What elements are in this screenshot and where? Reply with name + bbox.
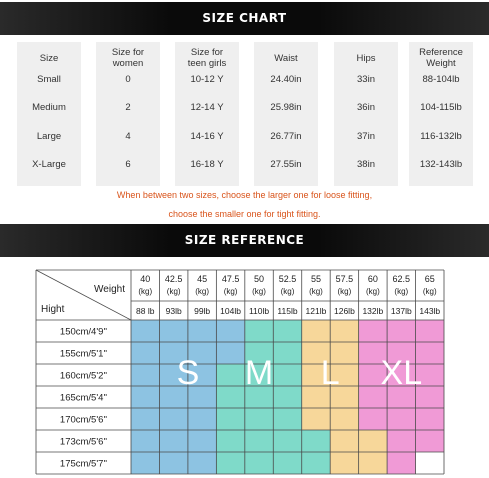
size-cell — [159, 452, 187, 474]
size-cell — [131, 342, 159, 364]
size-cell — [416, 430, 444, 452]
size-cell — [387, 452, 415, 474]
weight-kg-value: 42.5 — [164, 274, 183, 284]
weight-lb-value: 121lb — [305, 306, 327, 316]
corner-height-label: Hight — [41, 304, 65, 315]
size-chart-cell: 36in — [357, 102, 375, 113]
size-cell — [330, 430, 358, 452]
size-chart-cell: 4 — [125, 131, 131, 142]
size-cell — [159, 430, 187, 452]
size-chart-cell: 25.98in — [270, 102, 302, 113]
size-chart-cell: 16-18 Y — [190, 159, 224, 170]
size-cell — [131, 452, 159, 474]
weight-lb-value: 137lb — [390, 306, 412, 316]
size-cell — [188, 408, 216, 430]
size-chart-header: Size for teen girls — [187, 47, 227, 69]
weight-lb-value: 99lb — [194, 306, 211, 316]
size-cell — [131, 364, 159, 386]
weight-kg-value: 65 — [424, 274, 435, 284]
size-cell — [216, 386, 244, 408]
size-cell — [159, 320, 187, 342]
size-cell — [245, 320, 273, 342]
corner-weight-label: Weight — [94, 284, 125, 295]
size-chart-cell: 33in — [357, 74, 375, 85]
weight-kg-unit: (kg) — [252, 287, 266, 296]
size-chart-header: Size for women — [111, 47, 145, 69]
weight-lb-value: 110lb — [248, 306, 270, 316]
weight-lb-value: 115lb — [277, 306, 298, 316]
size-cell — [188, 452, 216, 474]
size-cell — [359, 408, 387, 430]
fit-note-line1: When between two sizes, choose the larger one for loose fitting, — [116, 190, 373, 200]
size-cell — [273, 452, 301, 474]
weight-lb-value: 132lb — [362, 306, 384, 316]
size-chart-cell: 24.40in — [270, 74, 302, 85]
size-cell — [416, 408, 444, 430]
size-cell — [359, 320, 387, 342]
weight-kg-value: 45 — [197, 274, 208, 284]
size-cell — [330, 320, 358, 342]
height-label: 165cm/5'4'' — [59, 392, 108, 404]
size-cell — [416, 452, 444, 474]
weight-kg-unit: (kg) — [223, 287, 238, 296]
size-cell — [330, 408, 358, 430]
weight-kg-value: 40 — [140, 274, 151, 284]
weight-kg-value: 52.5 — [278, 274, 297, 284]
size-chart-cell: 12-14 Y — [190, 102, 224, 113]
size-cell — [273, 386, 301, 408]
size-cell — [216, 408, 244, 430]
size-cell — [245, 408, 273, 430]
size-chart-cell: 88-104lb — [422, 74, 460, 85]
size-cell — [416, 320, 444, 342]
size-cell — [216, 342, 244, 364]
size-cell — [359, 430, 387, 452]
size-chart-cell: X-Large — [32, 159, 66, 170]
size-chart-cell: 37in — [357, 131, 375, 142]
size-cell — [216, 430, 244, 452]
size-chart-title: SIZE CHART — [202, 11, 287, 25]
weight-kg-unit: (kg) — [280, 287, 295, 296]
weight-kg-unit: (kg) — [365, 287, 380, 296]
size-cell — [216, 364, 244, 386]
size-chart-cell: 2 — [125, 102, 131, 113]
weight-kg-unit: (kg) — [195, 287, 210, 296]
size-chart-cell: Large — [36, 131, 62, 142]
size-cell — [387, 430, 415, 452]
size-cell — [302, 320, 330, 342]
weight-lb-value: 93lb — [165, 306, 182, 316]
size-cell — [273, 430, 301, 452]
size-letter: M — [244, 354, 274, 392]
height-label: 150cm/4'9'' — [59, 326, 108, 338]
size-cell — [188, 320, 216, 342]
size-cell — [302, 408, 330, 430]
size-cell — [387, 408, 415, 430]
size-chart-cell: 104-115lb — [420, 102, 462, 113]
size-chart-header: Waist — [274, 53, 298, 64]
size-chart-cell: 132-143lb — [419, 159, 463, 170]
weight-lb-value: 88 lb — [136, 306, 155, 316]
size-cell — [273, 408, 301, 430]
size-cell — [359, 452, 387, 474]
weight-lb-value: 104lb — [220, 306, 241, 316]
size-chart-header: Reference Weight — [419, 47, 463, 69]
height-label: 155cm/5'1'' — [59, 348, 108, 360]
size-chart-header: Size — [39, 53, 59, 64]
size-cell — [159, 408, 187, 430]
size-cell — [273, 364, 301, 386]
size-cell — [131, 320, 159, 342]
size-cell — [302, 452, 330, 474]
weight-kg-value: 55 — [310, 274, 321, 284]
weight-kg-value: 57.5 — [335, 274, 354, 284]
size-letter: L — [320, 354, 340, 392]
weight-kg-value: 47.5 — [221, 274, 240, 284]
height-label: 160cm/5'2'' — [59, 370, 108, 382]
size-cell — [245, 452, 273, 474]
size-cell — [302, 430, 330, 452]
size-cell — [131, 386, 159, 408]
size-chart-cell: 38in — [357, 159, 375, 170]
weight-kg-unit: (kg) — [309, 287, 323, 296]
size-cell — [245, 430, 273, 452]
size-chart-cell: 0 — [125, 74, 131, 85]
size-chart-cell: 27.55in — [270, 159, 302, 170]
size-chart-cell: 26.77in — [270, 131, 302, 142]
weight-kg-value: 62.5 — [392, 274, 411, 284]
size-cell — [330, 452, 358, 474]
weight-kg-value: 50 — [254, 274, 265, 284]
size-chart-cell: 14-16 Y — [190, 131, 224, 142]
height-label: 175cm/5'7'' — [59, 458, 108, 470]
fit-note-line2: choose the smaller one for tight fitting. — [168, 209, 321, 219]
weight-kg-unit: (kg) — [422, 287, 437, 296]
size-letter: S — [176, 354, 200, 392]
size-cell — [216, 452, 244, 474]
height-label: 173cm/5'6'' — [59, 436, 108, 448]
weight-kg-unit: (kg) — [166, 287, 181, 296]
size-cell — [188, 430, 216, 452]
size-chart-cell: 116-132lb — [420, 131, 462, 142]
size-chart-header: Hips — [356, 53, 376, 64]
size-letter: XL — [380, 354, 423, 392]
size-cell — [387, 320, 415, 342]
size-cell — [131, 430, 159, 452]
size-chart-cell: Small — [37, 74, 61, 85]
size-cell — [216, 320, 244, 342]
size-cell — [273, 342, 301, 364]
weight-lb-value: 143lb — [419, 306, 441, 316]
weight-kg-unit: (kg) — [337, 287, 352, 296]
size-cell — [131, 408, 159, 430]
weight-lb-value: 126lb — [334, 306, 355, 316]
size-chart-cell: 10-12 Y — [190, 74, 224, 85]
size-chart-cell: Medium — [32, 102, 66, 113]
height-label: 170cm/5'6'' — [59, 414, 108, 426]
weight-kg-unit: (kg) — [394, 287, 409, 296]
weight-kg-value: 60 — [367, 274, 378, 284]
weight-kg-unit: (kg) — [138, 287, 153, 296]
size-chart-cell: 6 — [125, 159, 131, 170]
size-reference-title: SIZE REFERENCE — [184, 233, 305, 247]
size-cell — [273, 320, 301, 342]
